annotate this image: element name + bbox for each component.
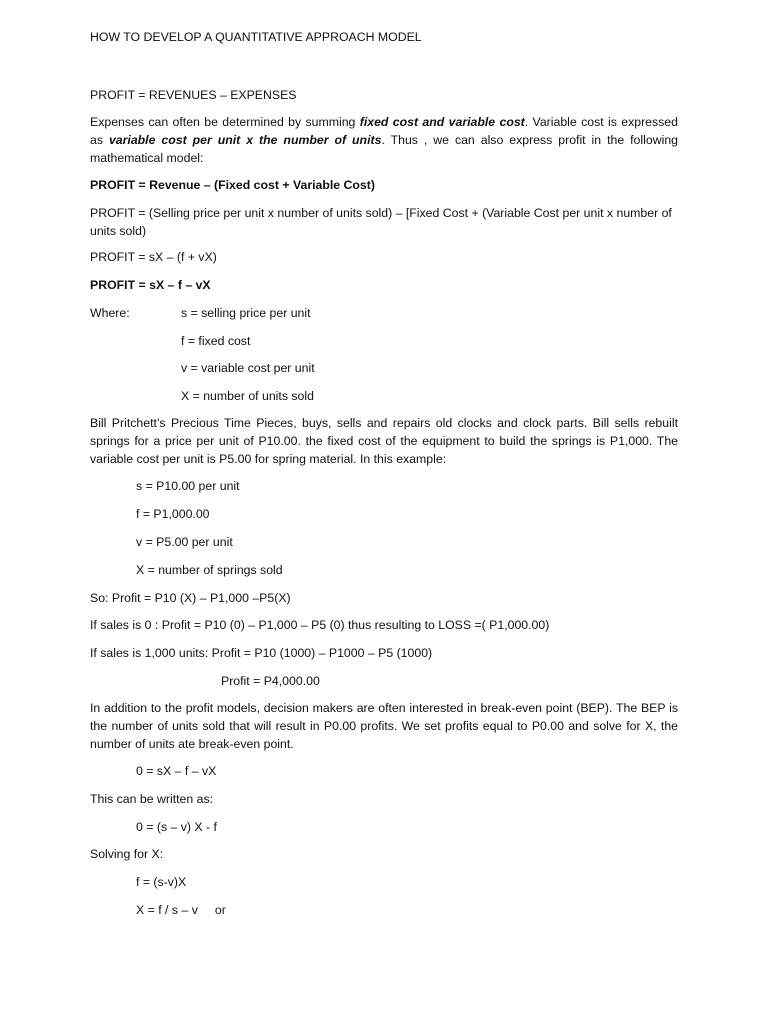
expenses-emphasis-2: variable cost per unit x the number of units bbox=[108, 133, 382, 147]
where-item: f = fixed cost bbox=[181, 334, 251, 348]
bep-equation: X = f / s – v or bbox=[136, 903, 226, 917]
document-title: HOW TO DEVELOP A QUANTITATIVE APPROACH MODEL bbox=[90, 30, 422, 44]
example-item: X = number of springs sold bbox=[136, 563, 283, 577]
revenue-equation: PROFIT = Revenue – (Fixed cost + Variable Cost) bbox=[90, 178, 375, 192]
bep-equation: f = (s-v)X bbox=[136, 875, 187, 889]
profit-result: Profit = P4,000.00 bbox=[221, 674, 320, 688]
break-even-paragraph: In addition to the profit models, decision makers are often interested in break-even point (BEP). The BEP is the number of units sold that will result in P0.00 profits. We set profits equal to P0.00 and solve for X, the number of units ate break-even point. bbox=[90, 701, 678, 751]
expenses-text-3: . Thus , we can also express profit in the following mathematical model: bbox=[90, 133, 678, 165]
profit-formula-line: So: Profit = P10 (X) – P1,000 –P5(X) bbox=[90, 591, 291, 605]
expenses-text-2: . Variable cost is expressed as bbox=[90, 115, 678, 147]
bep-equation: 0 = sX – f – vX bbox=[136, 764, 217, 778]
example-paragraph: Bill Pritchett’s Precious Time Pieces, buys, sells and repairs old clocks and clock parts. Bill sells rebuilt springs for a price per unit of P10.00. the fixed cost of the equipment to build the springs is P1,000. The variable cost per unit is P5.00 for spring material. In this example: bbox=[90, 416, 678, 466]
bep-equation: 0 = (s – v) X - f bbox=[136, 820, 217, 834]
thousand-sales-line: If sales is 1,000 units: Profit = P10 (1000) – P1000 – P5 (1000) bbox=[90, 646, 433, 660]
where-item: s = selling price per unit bbox=[181, 306, 311, 320]
example-item: s = P10.00 per unit bbox=[136, 479, 240, 493]
where-item: v = variable cost per unit bbox=[181, 361, 315, 375]
expenses-paragraph bbox=[90, 113, 678, 167]
where-item: X = number of units sold bbox=[181, 389, 314, 403]
written-as-label: This can be written as: bbox=[90, 792, 214, 806]
where-label: Where: bbox=[90, 306, 130, 320]
solving-for-label: Solving for X: bbox=[90, 847, 164, 861]
expenses-text-1: Expenses can often be determined by summing bbox=[90, 115, 360, 129]
expenses-emphasis-1: fixed cost and variable cost bbox=[359, 115, 525, 129]
example-item: v = P5.00 per unit bbox=[136, 535, 233, 549]
symbolic-profit-equation: PROFIT = sX – (f + vX) bbox=[90, 250, 217, 264]
example-item: f = P1,000.00 bbox=[136, 507, 210, 521]
zero-sales-line: If sales is 0 : Profit = P10 (0) – P1,000 – P5 (0) thus resulting to LOSS =( P1,000.00) bbox=[90, 618, 550, 632]
simplified-profit-equation: PROFIT = sX – f – vX bbox=[90, 278, 211, 292]
profit-equation-heading: PROFIT = REVENUES – EXPENSES bbox=[90, 88, 297, 102]
long-profit-equation: PROFIT = (Selling price per unit x number of units sold) – [Fixed Cost + (Variable Cost per unit x number of units sold) bbox=[90, 206, 672, 238]
